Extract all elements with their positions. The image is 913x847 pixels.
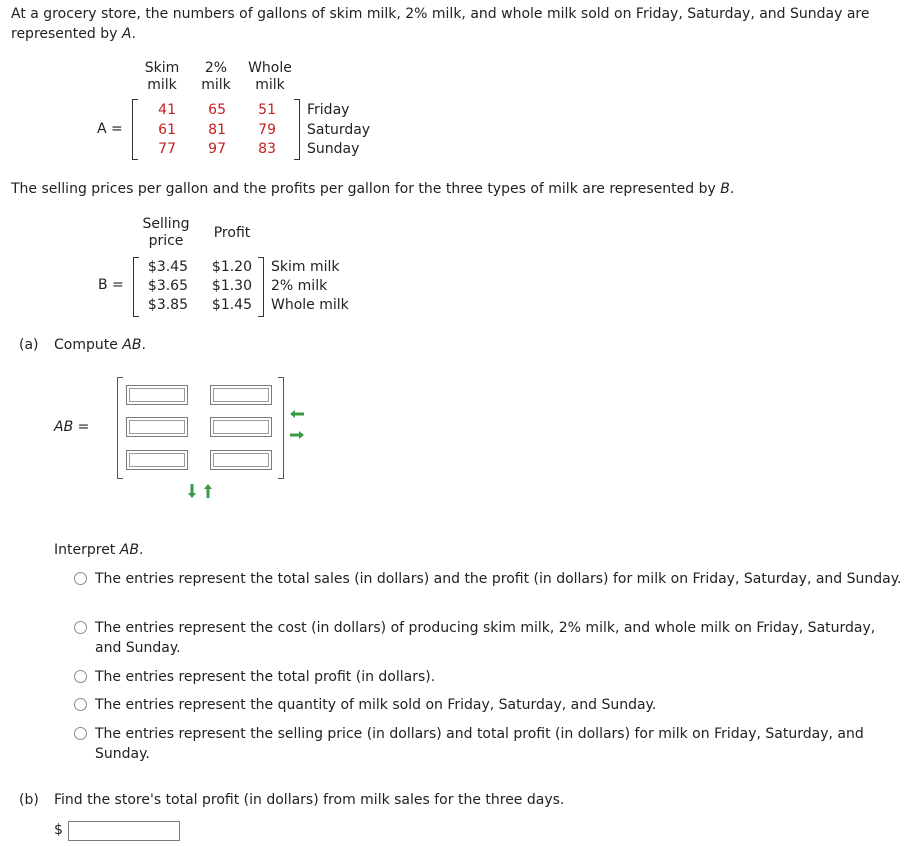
interpret-option-3[interactable]: The entries represent the total profit (in dollars). (95, 669, 436, 685)
matrix-a-cell: 65 (208, 102, 226, 118)
matrix-a-cell: 77 (158, 141, 176, 157)
ab-entry-r2c2[interactable] (210, 417, 272, 437)
ab-entry-r1c2[interactable] (210, 385, 272, 405)
part-b-marker: (b) (19, 792, 39, 808)
matrix-b-col-profit: Profit (213, 225, 251, 241)
part-a-marker: (a) (19, 337, 39, 353)
currency-symbol: $ (54, 822, 63, 838)
matrix-a-left-bracket (132, 99, 138, 160)
interpret-option-radio[interactable] (74, 572, 87, 585)
matrix-a-cell: 51 (258, 102, 276, 118)
matrix-a-right-bracket (294, 99, 300, 160)
matrix-a-col-2pct: 2% milk (201, 60, 231, 93)
ab-entry-r2c1[interactable] (126, 417, 188, 437)
matrix-b-right-bracket (258, 257, 264, 317)
matrix-a-cell: 81 (208, 121, 226, 138)
interpret-option-radio[interactable] (74, 621, 87, 634)
ab-entry-r1c1[interactable] (126, 385, 188, 405)
matrix-b-left-bracket (133, 257, 139, 317)
interpret-option-radio[interactable] (74, 698, 87, 711)
matrix-a-row-label: Saturday (307, 121, 371, 138)
matrix-a-row-label: Friday (307, 102, 350, 118)
matrix-a-col-skim: Skim milk (144, 60, 180, 93)
matrix-b-cell: $1.45 (211, 297, 252, 313)
ab-entry-r3c1[interactable] (126, 450, 188, 470)
ab-right-bracket (278, 377, 284, 479)
matrix-a-cell: 79 (258, 121, 276, 138)
remove-column-arrow-icon[interactable] (289, 409, 305, 419)
interpret-option-1[interactable]: The entries represent the total sales (in dollars) and the profit (in dollars) for milk on Friday, Saturday, and Sunday. (95, 571, 902, 587)
interpret-label: Interpret AB. (54, 542, 144, 558)
part-b-prompt: Find the store's total profit (in dollars) from milk sales for the three days. (54, 792, 565, 808)
ab-left-bracket (117, 377, 123, 479)
interpret-option-radio[interactable] (74, 670, 87, 683)
intro-text: At a grocery store, the numbers of gallons of skim milk, 2% milk, and whole milk sold on Friday, Saturday, and Sunday are represented by A. (11, 6, 870, 42)
remove-row-arrow-icon[interactable] (203, 483, 213, 499)
matrix-a-cell: 41 (158, 102, 176, 118)
matrix-a-label: A = (97, 121, 123, 137)
matrix-b-intro-text: The selling prices per gallon and the profits per gallon for the three types of milk are represented by B. (11, 181, 735, 197)
add-column-arrow-icon[interactable] (289, 430, 305, 440)
matrix-a-cell: 61 (158, 121, 176, 138)
interpret-option-2[interactable]: The entries represent the cost (in dollars) of producing skim milk, 2% milk, and whole milk on Friday, Saturday, and Sunday. (95, 620, 876, 656)
matrix-b-row-label: Skim milk (271, 259, 340, 275)
matrix-b-cell: $3.65 (147, 278, 188, 294)
matrix-b-cell: $1.30 (211, 278, 252, 294)
total-profit-input[interactable] (68, 821, 180, 841)
matrix-b-cell: $1.20 (211, 259, 252, 275)
part-a-prompt: Compute AB. (54, 337, 146, 353)
matrix-b-cell: $3.85 (147, 297, 188, 313)
matrix-a-row-label: Sunday (307, 141, 360, 157)
matrix-b-row-label: Whole milk (271, 297, 349, 313)
ab-entry-r3c2[interactable] (210, 450, 272, 470)
matrix-b-label: B = (98, 277, 124, 293)
matrix-a-cell: 83 (258, 141, 276, 157)
ab-label: AB = (54, 419, 90, 435)
add-row-arrow-icon[interactable] (187, 483, 197, 499)
interpret-option-4[interactable]: The entries represent the quantity of milk sold on Friday, Saturday, and Sunday. (95, 697, 657, 713)
matrix-a-cell: 97 (208, 141, 226, 157)
matrix-b-col-selling-price: Selling price (142, 216, 190, 249)
matrix-b-cell: $3.45 (147, 259, 188, 275)
interpret-option-radio[interactable] (74, 727, 87, 740)
matrix-b-row-label: 2% milk (271, 278, 328, 294)
interpret-option-5[interactable]: The entries represent the selling price (in dollars) and total profit (in dollars) for milk on Friday, Saturday, and Sunday. (95, 726, 864, 762)
matrix-a-col-whole: Whole milk (248, 60, 292, 93)
